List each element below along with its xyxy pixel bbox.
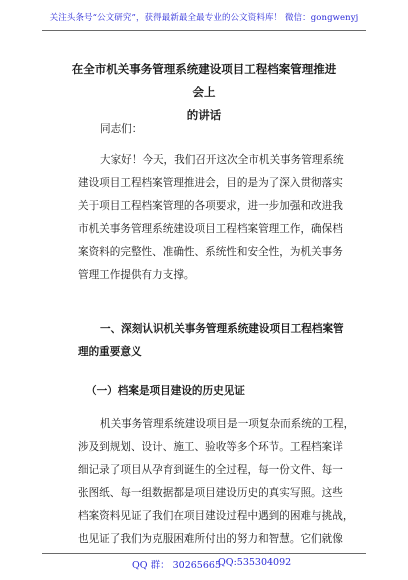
section-heading-line: 理的重要意义 xyxy=(78,346,142,358)
footer-divider xyxy=(42,553,366,554)
document-title xyxy=(68,58,340,127)
body-line: 细记录了项目从孕育到诞生的全过程，每一份文件、每一 xyxy=(78,464,343,476)
intro-line: 关于项目工程档案管理的各项要求，进一步加强和改进我 xyxy=(78,200,343,212)
body-line: 张图纸、每一组数据都是项目建设历史的真实写照。这些 xyxy=(78,487,343,499)
body-line: 也见证了我们为克服困难所付出的努力和智慧。它们就像 xyxy=(78,533,343,545)
body-line: 涉及到规划、设计、施工、验收等多个环节。工程档案详 xyxy=(78,441,343,453)
intro-line: 管理工作提供有力支撑。 xyxy=(78,269,195,281)
footer-qq-group: QQ 群： 30265665 xyxy=(132,560,221,571)
title-line: 在全市机关事务管理系统建设项目工程档案管理推进会上 xyxy=(71,62,337,99)
title-line: 的讲话 xyxy=(186,108,222,122)
intro-line: 大家好！今天，我们召开这次全市机关事务管理系统 xyxy=(100,154,344,166)
footer-qq-number: QQ:535304092 xyxy=(218,557,292,568)
header-divider xyxy=(42,30,366,31)
intro-line: 市机关事务管理系统建设项目工程档案管理工作，确保档 xyxy=(78,223,343,235)
header-note: 关注头条号“公文研究”，获得最新最全最专业的公文资料库！ 微信：gongwenyj xyxy=(49,13,359,23)
subsection-heading: （一）档案是项目建设的历史见证 xyxy=(86,385,245,397)
body-line: 机关事务管理系统建设项目是一项复杂而系统的工程， xyxy=(100,418,355,430)
body-line: 档案资料见证了我们在项目建设过程中遇到的困难与挑战， xyxy=(78,510,354,522)
salutation: 同志们： xyxy=(100,123,143,135)
intro-line: 建设项目工程档案管理推进会，目的是为了深入贯彻落实 xyxy=(78,177,343,189)
section-heading-line: 一、深刻认识机关事务管理系统建设项目工程档案管 xyxy=(100,323,344,335)
intro-line: 案资料的完整性、准确性、系统性和安全性，为机关事务 xyxy=(78,246,343,258)
